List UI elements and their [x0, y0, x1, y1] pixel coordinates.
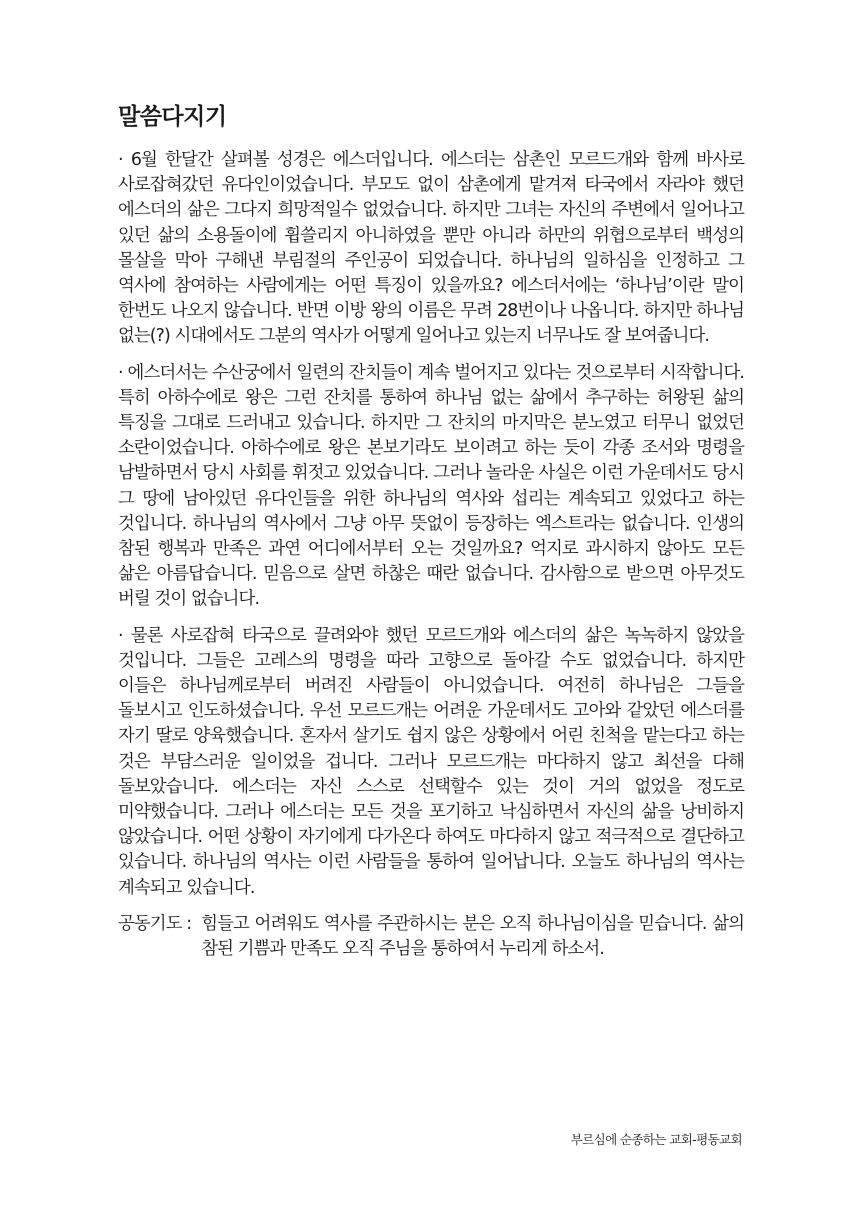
paragraph-mordecai: · 물론 사로잡혀 타국으로 끌려와야 했던 모르드개와 에스더의 삶은 녹녹하지 않았을 것입니다. 그들은 고레스의 명령을 따라 고향으로 돌아갈 수도 없었습니다. 하지만 이들은 하나님께로부터 버려진 사람들이 아니었습니다. 여전히 하나님은 그들을 돌보시고 인도하셨습니다. 우선 모르드개는 어려운 가운데서도 고아와 같았던 에스더를 자기 딸로 양육했습니다. 혼자서 살기도 쉽지 않은 상황에서 어린 친척을 맡는다고 하는 것은 부담스러운 일이었을 겁니다. 그러나 모르드개는 마다하지 않고 최선을 다해 돌보았습니다. 에스더는 자신 스스로 선택할수 있는 것이 거의 없었을 정도로 미약했습니다. 그러나 에스더는 모든 것을 포기하고 낙심하면서 자신의 삶을 낭비하지 않았습니다. 어떤 상황이 자기에게 다가온다 하여도 마다하지 않고 적극적으로 결단하고 있습니다. 하나님의 역사는 이런 사람들을 통하여 일어납니다. 오늘도 하나님의 역사는 계속되고 있습니다.	[118, 625, 744, 898]
paragraph-intro: · 6월 한달간 살펴볼 성경은 에스더입니다. 에스더는 삼촌인 모르드개와 함께 바사로 사로잡혀갔던 유다인이었습니다. 부모도 없이 삼촌에게 맡겨져 타국에서 자라야 했던 에스더의 삶은 그다지 희망적일수 없었습니다. 하지만 그녀는 자신의 주변에서 일어나고 있던 삶의 소용돌이에 휩쓸리지 아니하였을 뿐만 아니라 하만의 위협으로부터 백성의 몰살을 막아 구해낸 부림절의 주인공이 되었습니다. 하나님의 일하심을 인정하고 그 역사에 참여하는 사람에게는 어떤 특징이 있을까요? 에스더서에는 ‘하나님’이란 말이 한번도 나오지 않습니다. 반면 이방 왕의 이름은 무려 28번이나 나옵니다. 하지만 하나님 없는(?) 시대에서도 그분의 역사가 어떻게 일어나고 있는지 너무나도 잘 보여줍니다.	[118, 150, 744, 347]
page-title: 말씀다지기	[118, 104, 227, 130]
common-prayer	[118, 912, 744, 962]
church-footer: 부르심에 순종하는 교회-평동교회	[570, 1132, 742, 1147]
prayer-text: 힘들고 어려워도 역사를 주관하시는 분은 오직 하나님이심을 믿습니다. 삶의 참된 기쁨과 만족도 오직 주님을 통하여서 누리게 하소서.	[201, 913, 744, 960]
paragraph-feast: · 에스더서는 수산궁에서 일련의 잔치들이 계속 벌어지고 있다는 것으로부터 시작합니다. 특히 아하수에로 왕은 그런 잔치를 통하여 하나님 없는 삶에서 추구하는 허왕된 삶의 특징을 그대로 드러내고 있습니다. 하지만 그 잔치의 마지막은 분노였고 터무니 없었던 소란이었습니다. 아하수에로 왕은 본보기라도 보이려고 하는 듯이 각종 조서와 명령을 남발하면서 당시 사회를 휘젓고 있었습니다. 그러나 놀라운 사실은 이런 가운데서도 당시 그 땅에 남아있던 유다인들을 위한 하나님의 역사와 섭리는 계속되고 있었다고 하는 것입니다. 하나님의 역사에서 그냥 아무 뜻없이 등장하는 엑스트라는 없습니다. 인생의 참된 행복과 만족은 과연 어디에서부터 오는 것일까요? 억지로 과시하지 않아도 모든 삶은 아름답습니다. 믿음으로 살면 하찮은 때란 없습니다. 감사함으로 받으면 아무것도 버릴 것이 없습니다.	[118, 362, 744, 610]
prayer-label: 공동기도 :	[118, 913, 192, 934]
devotional-page	[118, 100, 744, 962]
